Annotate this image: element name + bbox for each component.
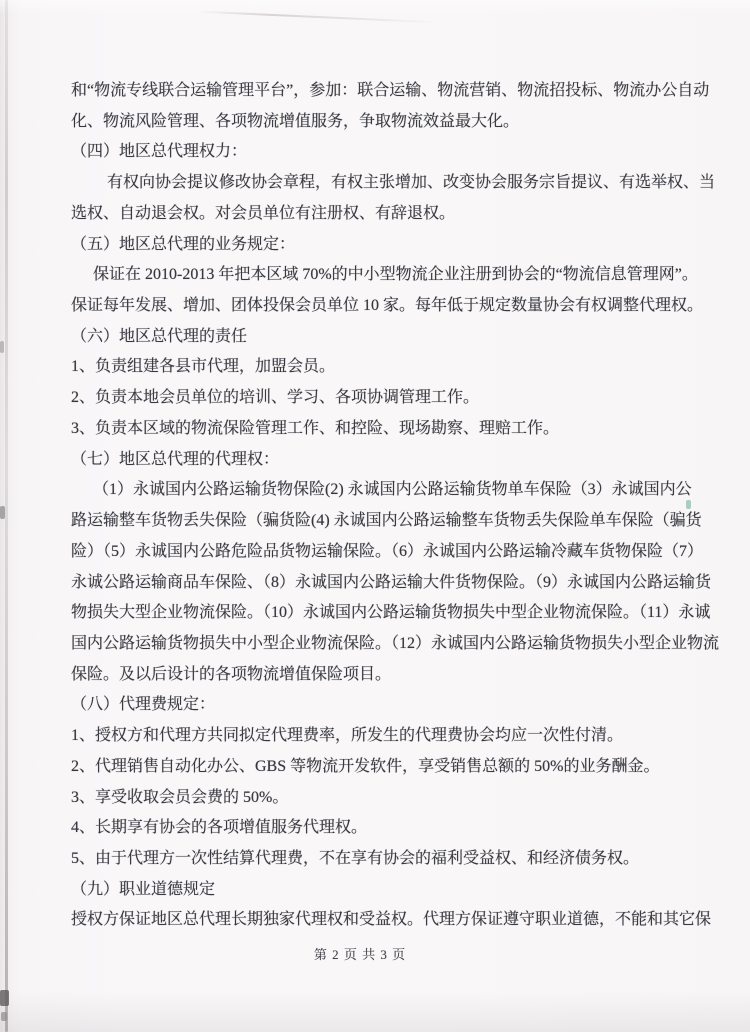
- document-line: 有权向协会提议修改协会章程，有权主张增加、改变协会服务宗旨提议、有选举权、当: [107, 174, 716, 192]
- section-heading-line: （四）地区总代理权力：: [71, 143, 248, 161]
- document-line: 保证在 2010-2013 年把本区域 70%的中小型物流企业注册到协会的“物流信息管理网”。: [93, 266, 698, 284]
- document-body: [71, 76, 719, 936]
- document-line: 保证每年发展、增加、团体投保会员单位 10 家。每年低于规定数量协会有权调整代理权。: [71, 297, 704, 315]
- scan-mark-bottom-left-1: [0, 990, 9, 1006]
- document-line: 保险。及以后设计的各项物流增值保险项目。: [71, 665, 392, 683]
- document-line: 险）（5）永诚国内公路危险品货物运输保险。（6）永诚国内公路运输冷藏车货物保险（7）: [71, 542, 704, 560]
- document-line: 3、负责本区域的物流保险管理工作、和控险、现场勘察、理赔工作。: [71, 419, 560, 437]
- section-heading-line: （五）地区总代理的业务规定：: [71, 235, 296, 253]
- document-line: 路运输整车货物丢失保险（骗货险(4) 永诚国内公路运输整车货物丢失保险单车保险（骗货: [71, 512, 702, 530]
- document-line: 永诚公路运输商品车保险、（8）永诚国内公路运输大件货物保险。（9）永诚国内公路运输货: [71, 573, 712, 591]
- document-line: 物损失大型企业物流保险。（10）永诚国内公路运输货物损失中型企业物流保险。（11）永诚: [71, 604, 711, 622]
- section-heading-line: （九）职业道德规定: [71, 880, 216, 898]
- document-line: 化、物流风险管理、各项物流增值服务，争取物流效益最大化。: [71, 112, 520, 130]
- scan-crease-top: [196, 10, 440, 23]
- document-line: 1、授权方和代理方共同拟定代理费率，所发生的代理费协会均应一次性付清。: [71, 727, 624, 745]
- document-line: 4、长期享有协会的各项增值服务代理权。: [71, 819, 368, 837]
- document-line: （1）永诚国内公路运输货物保险(2) 永诚国内公路运输货物单车保险（3）永诚国内公: [93, 481, 692, 499]
- scan-mark-left-1: [0, 341, 4, 353]
- scan-mark-bottom-left-2: [1, 1012, 7, 1021]
- scan-mark-left-2: [0, 506, 5, 519]
- section-heading-line: （八）代理费规定：: [71, 696, 216, 714]
- document-line: 和“物流专线联合运输管理平台”，参加：联合运输、物流营销、物流招投标、物流办公自动: [71, 82, 710, 99]
- section-heading-line: （六）地区总代理的责任: [71, 327, 248, 345]
- document-line: 2、负责本地会员单位的培训、学习、各项协调管理工作。: [71, 389, 480, 407]
- document-line: 选权、自动退会权。对会员单位有注册权、有辞退权。: [71, 204, 456, 222]
- section-heading-line: （七）地区总代理的代理权：: [71, 450, 280, 468]
- page-number-footer: 第 2 页 共 3 页: [313, 947, 407, 962]
- document-line: 5、由于代理方一次性结算代理费，不在享有协会的福利受益权、和经济债务权。: [71, 849, 640, 867]
- document-line: 2、代理销售自动化办公、GBS 等物流开发软件，享受销售总额的 50%的业务酬金。: [71, 757, 660, 775]
- scan-left-edge-shadow: [5, 0, 8, 1032]
- document-line: 授权方保证地区总代理长期独家代理权和受益权。代理方保证遵守职业道德，不能和其它保: [71, 911, 712, 929]
- document-line: 3、享受收取会员会费的 50%。: [71, 788, 289, 806]
- document-line: 国内公路运输货物损失中小型企业物流保险。（12）永诚国内公路运输货物损失小型企业物流: [71, 634, 720, 652]
- document-line: 1、负责组建各县市代理，加盟会员。: [71, 358, 336, 376]
